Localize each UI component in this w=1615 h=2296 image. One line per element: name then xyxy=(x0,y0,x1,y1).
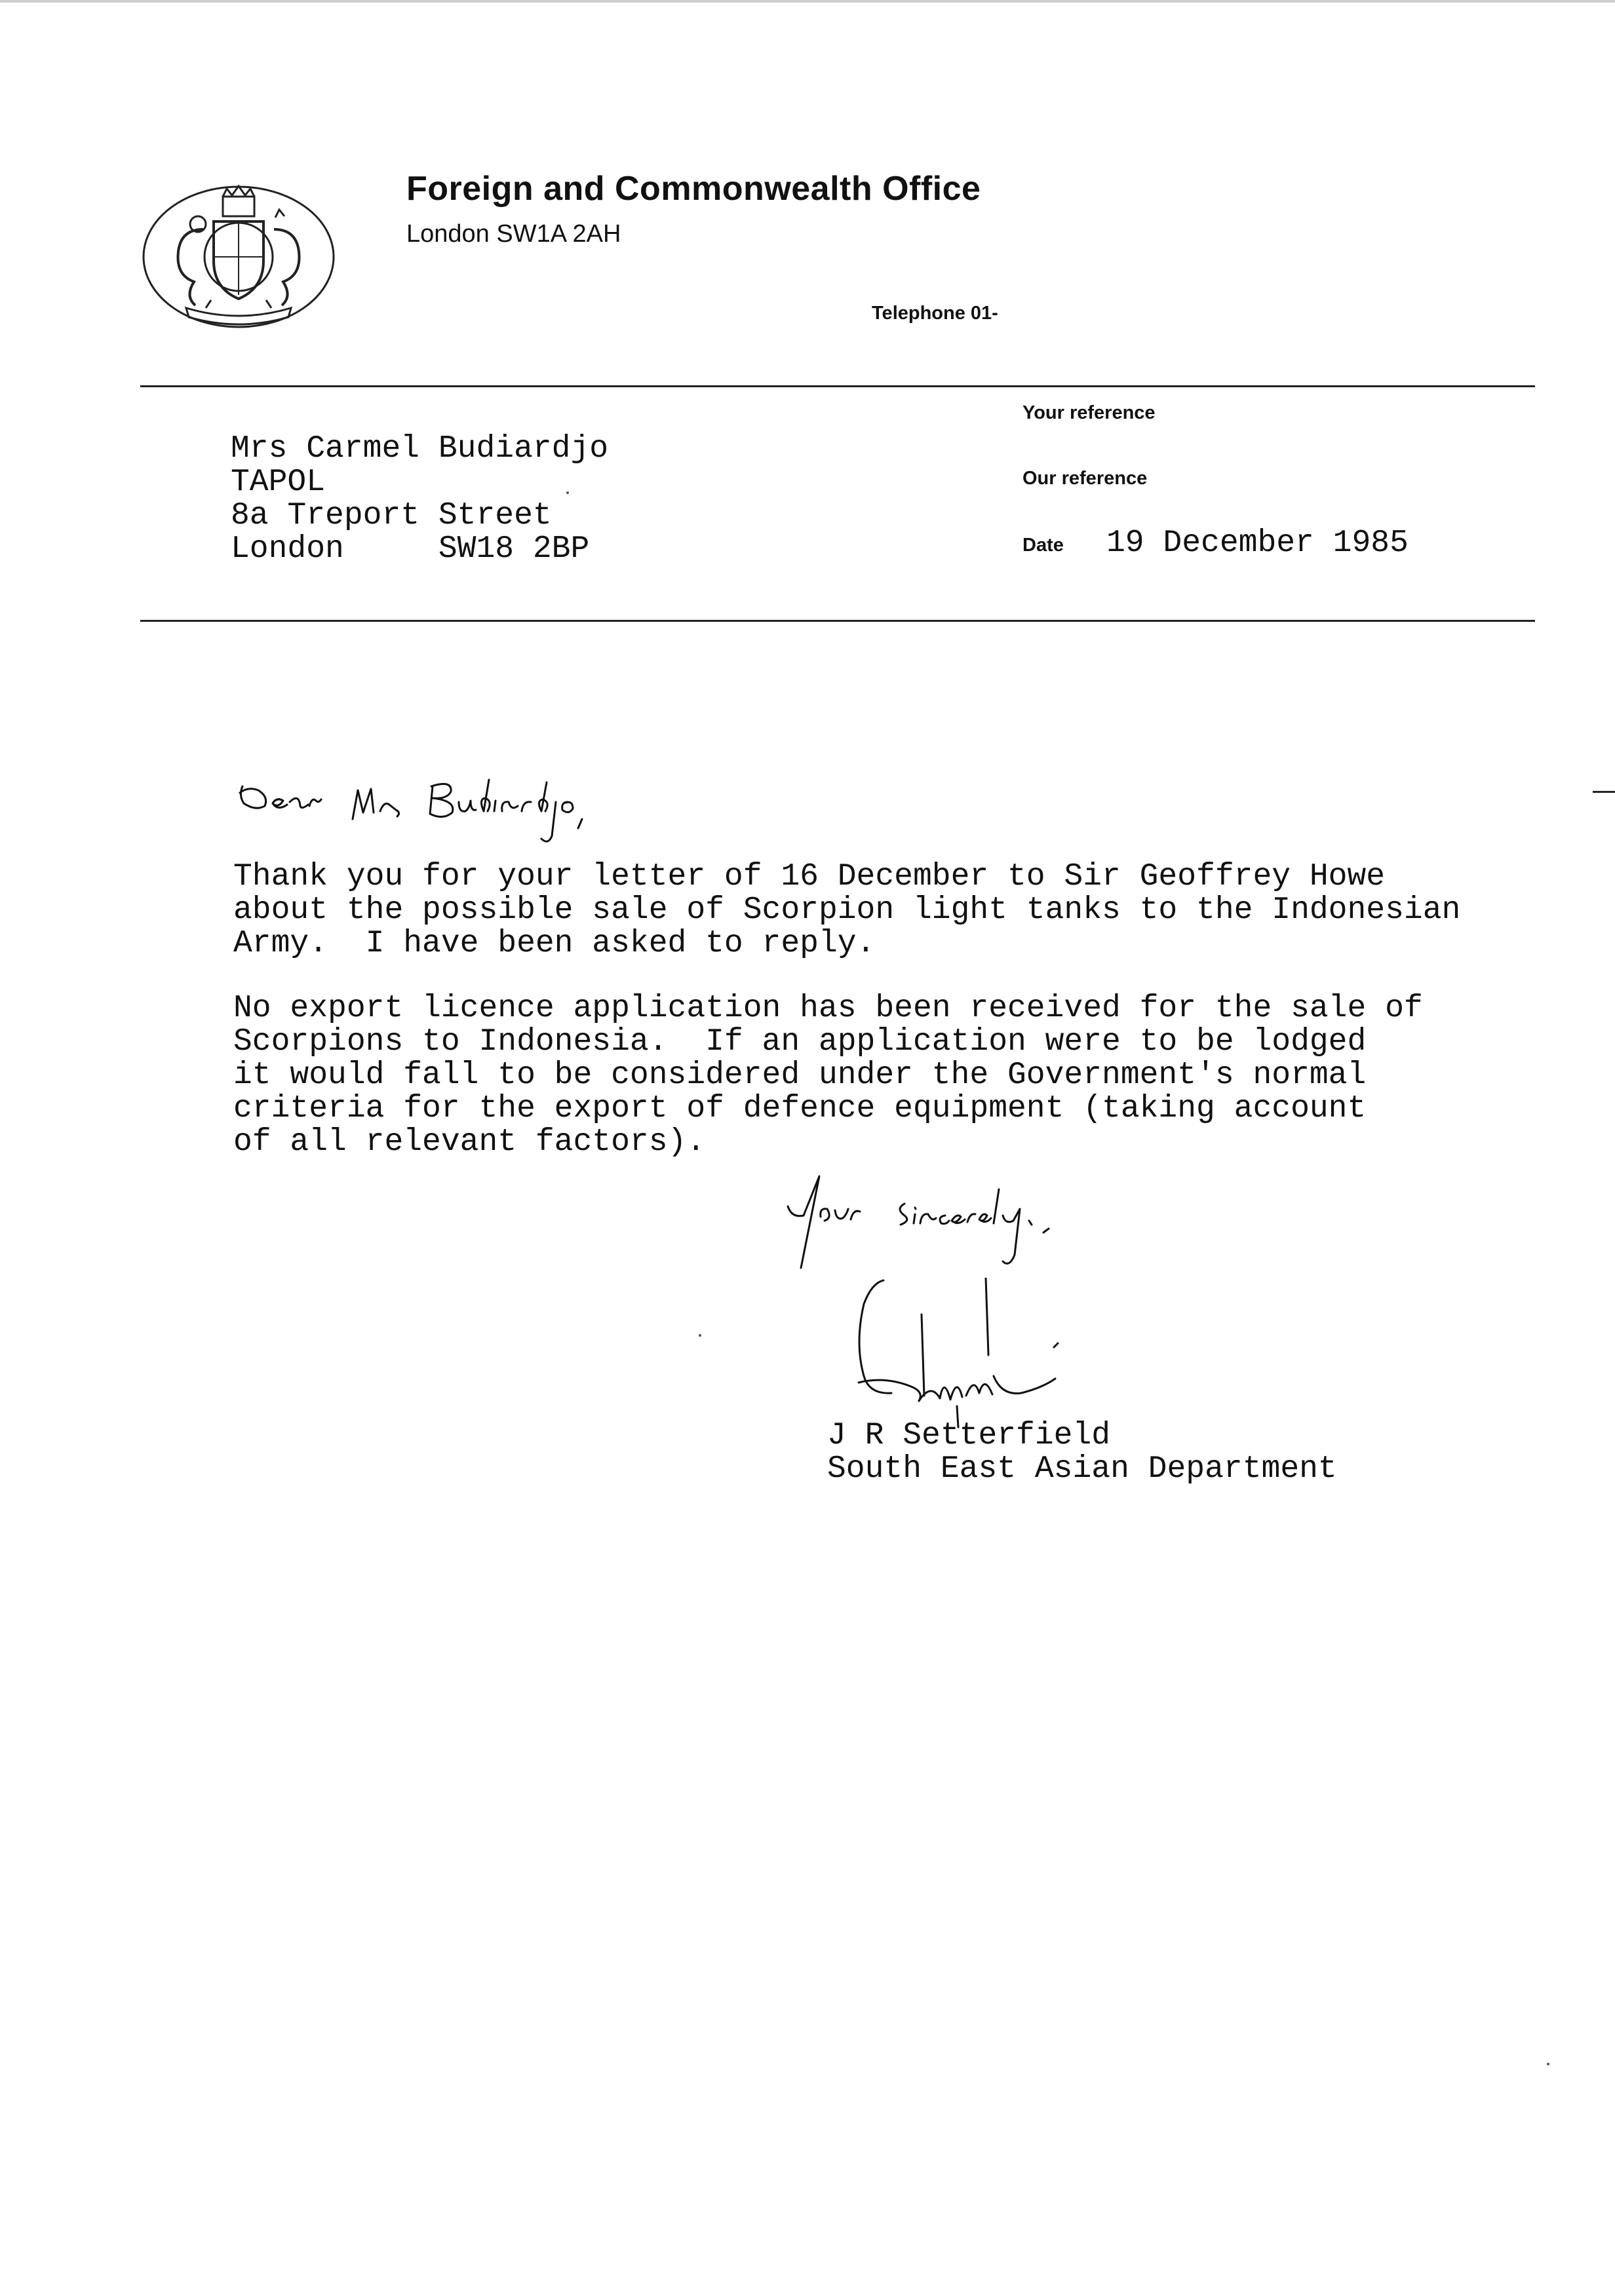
handwritten-closing xyxy=(780,1170,1121,1291)
recipient-name: Mrs Carmel Budiardjo xyxy=(231,431,609,467)
recipient-city-postcode: London SW18 2BP xyxy=(231,531,590,567)
recipient-organization: TAPOL xyxy=(231,465,326,500)
royal-coat-of-arms-icon xyxy=(140,183,337,330)
telephone-label: Telephone 01- xyxy=(872,303,998,324)
signatory-name: J R Setterfield xyxy=(827,1418,1111,1453)
handwritten-salutation xyxy=(236,773,655,852)
body-paragraph-2: No export licence application has been received for the sale of Scorpions to Indonesia. If an application were to be lodged it would fall to be considered under the Government's normal criteria for the export of defence equipment (taking account of all relevant factors). xyxy=(233,991,1423,1160)
signatory-block xyxy=(827,1419,1337,1486)
header-divider-top xyxy=(140,385,1535,387)
margin-mark xyxy=(1593,791,1615,793)
our-reference-label: Our reference xyxy=(1022,468,1148,489)
date-label: Date xyxy=(1022,535,1064,556)
handwritten-signature xyxy=(846,1278,1147,1428)
recipient-address xyxy=(231,432,608,566)
recipient-street: 8a Treport Street xyxy=(231,498,552,533)
date-value: 19 December 1985 xyxy=(1106,526,1409,561)
scan-speck xyxy=(566,491,569,494)
body-paragraph-1: Thank you for your letter of 16 December to Sir Geoffrey Howe about the possible sale of Scorpion light tanks to the Indonesian Army. I have been asked to reply. xyxy=(233,859,1461,961)
scan-edge xyxy=(0,0,1615,3)
organization-name: Foreign and Commonwealth Office xyxy=(406,170,981,208)
signatory-department: South East Asian Department xyxy=(827,1451,1337,1487)
your-reference-label: Your reference xyxy=(1022,402,1156,423)
scan-speck xyxy=(1547,2063,1549,2065)
header-divider-bottom xyxy=(140,620,1535,622)
scan-speck xyxy=(699,1334,701,1337)
organization-address: London SW1A 2AH xyxy=(406,220,621,248)
